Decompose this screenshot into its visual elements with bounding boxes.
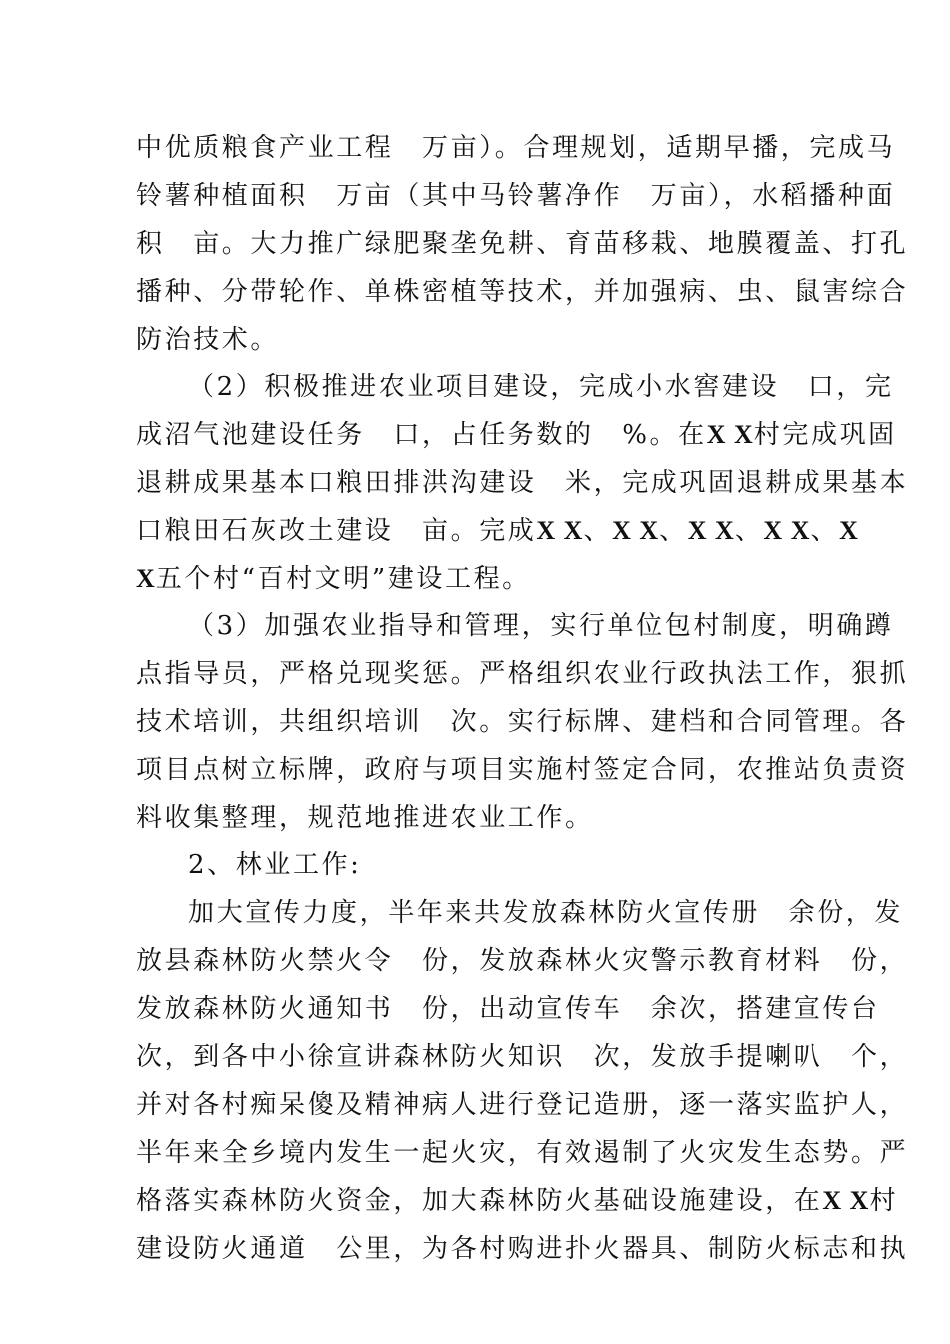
placeholder-xx: X: [839, 516, 859, 545]
paragraph-forestry-first-line: 加大宣传力度，半年来共发放森林防火宣传册 余份，发: [188, 898, 904, 928]
paragraph-2-first-line: （2）积极推进农业项目建设，完成小水窖建设 口，完: [188, 372, 894, 402]
text-line: 料收集整理，规范地推进农业工作。: [136, 803, 594, 833]
text-line: 放县森林防火禁火令 份，发放森林火灾警示教育材料 份，: [136, 946, 909, 976]
text-line: 积 亩。大力推广绿肥聚垄免耕、育苗移栽、地膜覆盖、打孔: [136, 229, 909, 259]
text-line: 技术培训，共组织培训 次。实行标牌、建档和合同管理。各: [136, 707, 909, 737]
text-line: 次，到各中小徐宣讲森林防火知识 次，发放手提喇叭 个，: [136, 1042, 909, 1072]
text-line: 半年来全乡境内发生一起火灾，有效遏制了火灾发生态势。严: [136, 1138, 909, 1168]
section-heading-forestry: 2、林业工作:: [188, 850, 362, 880]
text-line: 点指导员，严格兑现奖惩。严格组织农业行政执法工作，狠抓: [136, 659, 909, 689]
placeholder-xx: X: [136, 564, 156, 593]
placeholder-xx: X X: [822, 1186, 870, 1215]
placeholder-xx: X X: [706, 420, 754, 449]
text-line: 铃薯种植面积 万亩（其中马铃薯净作 万亩），水稻播种面: [136, 181, 896, 211]
placeholder-xx: X X: [687, 516, 735, 545]
paragraph-3-first-line: （3）加强农业指导和管理，实行单位包村制度，明确蹲: [188, 611, 894, 641]
text-line: 发放森林防火通知书 份，出动宣传车 余次，搭建宣传台: [136, 994, 880, 1024]
placeholder-xx: X X: [612, 516, 660, 545]
text-line: 播种、分带轮作、单株密植等技术，并加强病、虫、鼠害综合: [136, 277, 909, 307]
text-line: 格落实森林防火资金，加大森林防火基础设施建设，在X X村: [136, 1186, 899, 1216]
placeholder-xx: X X: [763, 516, 811, 545]
text-line: 成沼气池建设任务 口，占任务数的 %。在X X村完成巩固: [136, 420, 897, 450]
placeholder-xx: X X: [536, 516, 584, 545]
text-line: 口粮田石灰改土建设 亩。完成X X、X X、X X、X X、X: [136, 516, 859, 546]
text-line: 并对各村痴呆傻及精神病人进行登记造册，逐一落实监护人，: [136, 1090, 909, 1120]
text-line: 中优质粮食产业工程 万亩）。合理规划，适期早播，完成马: [136, 133, 896, 163]
text-line: 建设防火通道 公里，为各村购进扑火器具、制防火标志和执: [136, 1234, 909, 1264]
text-line: 退耕成果基本口粮田排洪沟建设 米，完成巩固退耕成果基本: [136, 468, 909, 498]
text-line: 项目点树立标牌，政府与项目实施村签定合同，农推站负责资: [136, 755, 909, 785]
text-line: X五个村“百村文明”建设工程。: [136, 564, 531, 594]
text-line: 防治技术。: [136, 325, 280, 355]
